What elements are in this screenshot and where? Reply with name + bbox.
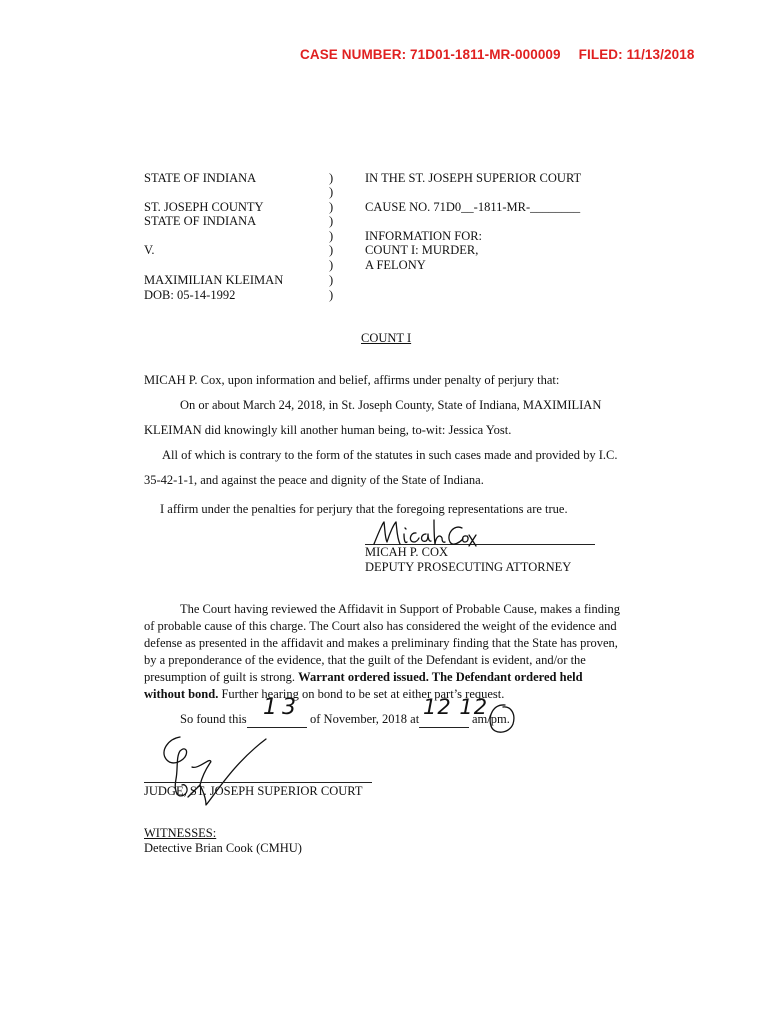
caption-paren: ) <box>329 214 334 228</box>
caption-information-for: INFORMATION FOR: <box>365 229 483 243</box>
caption-court: IN THE ST. JOSEPH SUPERIOR COURT <box>365 171 582 185</box>
statute-line-2: 35-42-1-1, and against the peace and dignity of the State of Indiana. <box>144 473 484 487</box>
count-heading: COUNT I <box>361 331 412 345</box>
caption-paren: ) <box>329 171 334 185</box>
finding-order: Warrant ordered issued. The Defendant ordered held without bond. <box>144 670 583 701</box>
caption-felony: A FELONY <box>365 258 426 272</box>
judge-signature-line <box>144 766 372 783</box>
caption-dob: DOB: 05-14-1992 <box>144 288 236 302</box>
caption-paren: ) <box>329 185 334 199</box>
attorney-name: MICAH P. COX <box>365 545 449 559</box>
caption-paren: ) <box>329 200 334 214</box>
found-day: 13 <box>263 695 301 720</box>
finding-text-2: Further hearing on bond to be set at either part’s request. <box>221 687 505 701</box>
caption-paren: ) <box>329 258 334 272</box>
statute-line-1: All of which is contrary to the form of the statutes in such cases made and provided by I.C. <box>162 448 618 462</box>
caption-defendant: MAXIMILIAN KLEIMAN <box>144 273 284 287</box>
finding-text-1: The Court having reviewed the Affidavit in Support of Probable Cause, makes a finding of probable cause of this charge. The Court also has considered the weight of the evidence and defense as presented in the affidavit and makes a preliminary finding that the State has proven, by a preponderance of the evidence, that the guilt of the Defendant is evident, and/or the presumption of guilt is strong. <box>144 602 620 684</box>
caption-paren: ) <box>329 288 334 302</box>
caption-state: STATE OF INDIANA <box>144 171 257 185</box>
caption-versus: V. <box>144 243 155 257</box>
allegation-line-2: KLEIMAN did knowingly kill another human being, to-wit: Jessica Yost. <box>144 423 512 437</box>
court-finding <box>144 601 624 703</box>
case-number: CASE NUMBER: 71D01-1811-MR-000009 <box>300 47 561 62</box>
caption-paren: ) <box>329 273 334 287</box>
affirm-intro: MICAH P. Cox, upon information and belief, affirms under penalty of perjury that: <box>144 373 560 387</box>
judge-label: JUDGE, ST. JOSEPH SUPERIOR COURT <box>144 784 363 798</box>
caption-count-murder: COUNT I: MURDER, <box>365 243 479 257</box>
allegation-line-1: On or about March 24, 2018, in St. Joseph County, State of Indiana, MAXIMILIAN <box>180 398 602 412</box>
caption-county: ST. JOSEPH COUNTY <box>144 200 264 214</box>
found-suffix: am/pm. <box>472 712 510 726</box>
attorney-title: DEPUTY PROSECUTING ATTORNEY <box>365 560 572 574</box>
witness-item: Detective Brian Cook (CMHU) <box>144 841 302 855</box>
caption-paren: ) <box>329 243 334 257</box>
found-prefix: So found this <box>180 712 247 726</box>
caption-paren: ) <box>329 229 334 243</box>
case-stamp <box>300 47 694 62</box>
witnesses-heading: WITNESSES: <box>144 826 217 840</box>
filed-date: FILED: 11/13/2018 <box>578 47 695 62</box>
caption-cause-number: CAUSE NO. 71D0__-1811-MR-________ <box>365 200 581 214</box>
found-middle: of November, 2018 at <box>310 712 420 726</box>
pm-circle <box>487 702 517 736</box>
found-time: 12 12 <box>423 695 489 719</box>
affirm-true: I affirm under the penalties for perjury that the foregoing representations are true. <box>160 502 568 516</box>
caption-state-2: STATE OF INDIANA <box>144 214 257 228</box>
